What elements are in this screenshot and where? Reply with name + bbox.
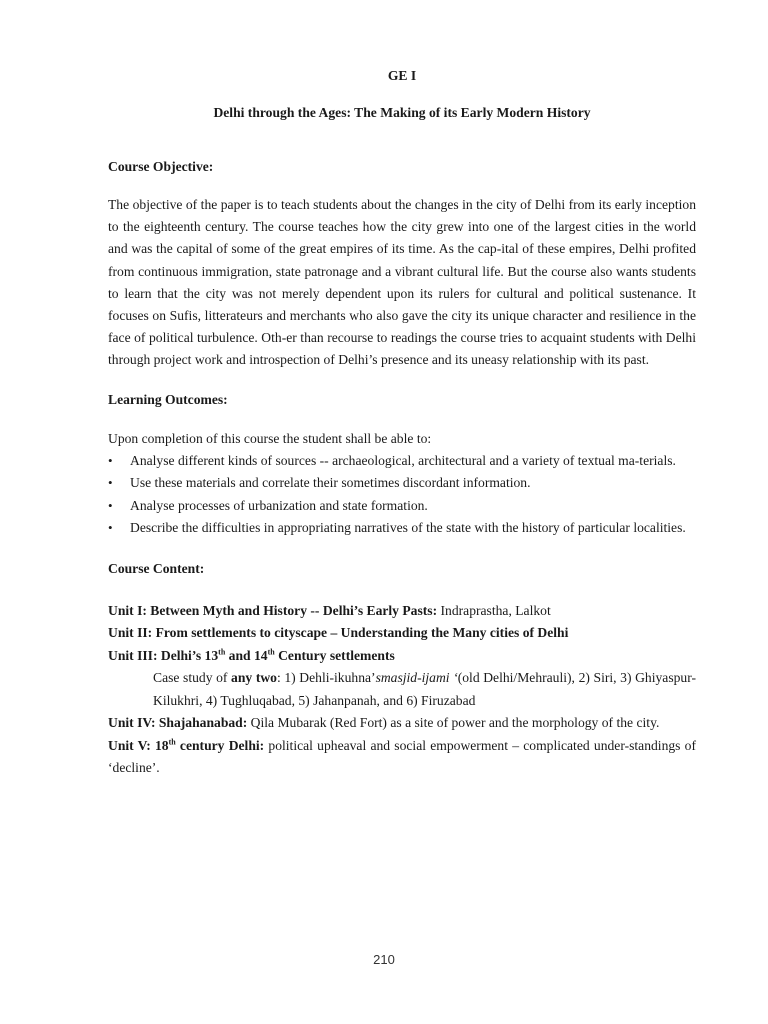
- units-list: [108, 600, 696, 780]
- list-item: • Describe the difficulties in appropriating narratives of the state with the history of particular localities.: [108, 517, 696, 539]
- unit-3: Unit III: Delhi’s 13th and 14th Century settlements: [108, 647, 395, 663]
- unit-4: Unit IV: Shajahanabad: Qila Mubarak (Red Fort) as a site of power and the morphology of the city.: [108, 715, 660, 731]
- bullet-icon: •: [108, 475, 113, 491]
- course-title: Delhi through the Ages: The Making of its Early Modern History: [213, 105, 591, 120]
- bullet-icon: •: [108, 497, 113, 513]
- unit-2: Unit II: From settlements to cityscape – Understanding the Many cities of Delhi: [108, 625, 569, 641]
- page-number: 210: [373, 952, 395, 967]
- outcomes-heading: Learning Outcomes:: [108, 391, 228, 407]
- objective-heading: Course Objective:: [108, 159, 214, 174]
- unit-3-case-study: Case study of any two: 1) Dehli-ikuhna’smasjid-ijami ‘(old Delhi/Mehrauli), 2) Siri, 3) Ghiyaspur-Kilukhri, 4) Tughluqabad, 5) Jahanpanah, and 6) Firuzabad: [153, 670, 696, 708]
- list-item: • Use these materials and correlate their sometimes discordant information.: [108, 472, 696, 494]
- page-content: [108, 68, 696, 780]
- list-item: • Analyse processes of urbanization and state formation.: [108, 495, 696, 517]
- list-item: • Analyse different kinds of sources -- archaeological, architectural and a variety of textual ma-terials.: [108, 450, 696, 472]
- bullet-icon: •: [108, 452, 113, 468]
- objective-paragraph: The objective of the paper is to teach students about the changes in the city of Delhi from its early inception to the eighteenth century. The course teaches how the city grew into one of the largest cities in the world and was the capital of some of the great empires of its time. As the cap-ital of these empires, Delhi profited from continuous immigration, state patronage and a vibrant cultural life. But the course also wants students to learn that the city was not merely dependent upon its rulers for cultural and political sustenance. It focuses on Sufis, litterateurs and merchants who also gave the city its unique character and resilience in the face of political turbulence. Oth-er than recourse to readings the course tries to acquaint students with Delhi through project work and introspection of Delhi’s presence and its uneasy relationship with its past.: [108, 197, 696, 368]
- outcomes-intro: Upon completion of this course the student shall be able to:: [108, 430, 432, 446]
- outcomes-list: [108, 450, 696, 539]
- course-code: GE I: [387, 68, 417, 83]
- unit-5: Unit V: 18th century Delhi: political upheaval and social empowerment – complicated under-standings of ‘decline’.: [108, 737, 696, 776]
- content-heading: Course Content:: [108, 560, 205, 576]
- unit-1: Unit I: Between Myth and History -- Delhi’s Early Pasts: Indraprastha, Lalkot: [108, 602, 551, 618]
- bullet-icon: •: [108, 520, 113, 536]
